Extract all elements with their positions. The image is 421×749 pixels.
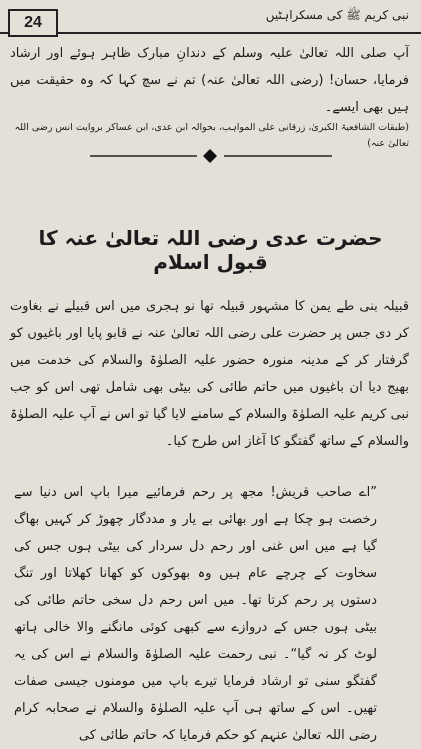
intro-text: آپ صلی اللہ تعالیٰ علیہ وسلم کے دندانِ مبارک ظاہر ہوئے اور ارشاد فرمایا، حسان! (رضی اللہ تعالیٰ عنہ) تم نے سچ کہا کہ وہ حقیقت میں ہیں بھی ایسے۔ — [10, 46, 409, 115]
body-text: قبیلہ بنی طے یمن کا مشہور قبیلہ تھا نو ہجری میں اس قبیلے نے بغاوت کر دی جس پر حضرت علی رضی اللہ تعالیٰ عنہ نے قابو پایا اور باغیوں کو گرفتار کر کے مدینہ منورہ حضور علیہ الصلوٰۃ والسلام کی خدمت میں بھیج دیا ان باغیوں میں حاتم طائی کی بیٹی بھی شامل تھی اس کو جب نبی کریم علیہ الصلوٰۃ والسلام کے سامنے لایا گیا تو اس نے آپ علیہ الصلوٰۃ والسلام کے ساتھ گفتگو کا آغاز اس طرح کیا۔ — [10, 299, 409, 449]
page-header — [0, 0, 421, 34]
section-divider — [0, 146, 421, 166]
running-title: نبی کریم ﷺ کی مسکراہٹیں — [265, 8, 409, 22]
page-number: 24 — [8, 9, 58, 37]
quote-text: ”اے صاحب قریش! مجھ پر رحم فرمائیے میرا باپ اس دنیا سے رخصت ہو چکا ہے اور بھائی بے یار و مددگار چھوڑ کر کہیں بھاگ گیا ہے میں اس غنی اور رحم دل سردار کی بیٹی ہوں جس کی سخاوت کے چرچے عام ہیں وہ بھوکوں کو کھانا کھلاتا اور تنگ دستوں پر رحم کرتا تھا۔ میں اس رحم دل سخی حاتم طائی کی بیٹی ہوں جس کے دروازے سے کبھی کوئی مانگنے والا خالی ہاتھ لوٹ کر نہ گیا“۔ نبی رحمت علیہ الصلوٰۃ والسلام نے اس کی یہ گفتگو سنی تو ارشاد فرمایا تیرے باپ میں مومنوں جیسی صفات تھیں۔ اس کے ساتھ ہی آپ علیہ الصلوٰۃ والسلام نے صحابہ کرام رضی اللہ تعالیٰ عنہم کو حکم فرمایا کہ حاتم طائی کی — [14, 485, 377, 743]
body-paragraph — [10, 293, 409, 455]
intro-paragraph — [10, 40, 409, 121]
quoted-speech — [14, 479, 377, 749]
reference-citation: (طبقات الشافعیۃ الکبریٰ، زرقانی علی المواہب، بحوالہ ابن عدی، ابن عساکر بروایت انس رضی اللہ تعالیٰ عنہ) — [14, 122, 409, 149]
section-title: حضرت عدی رضی اللہ تعالیٰ عنہ کا قبول اسلام — [38, 226, 383, 274]
diamond-ornament-icon — [203, 149, 217, 163]
